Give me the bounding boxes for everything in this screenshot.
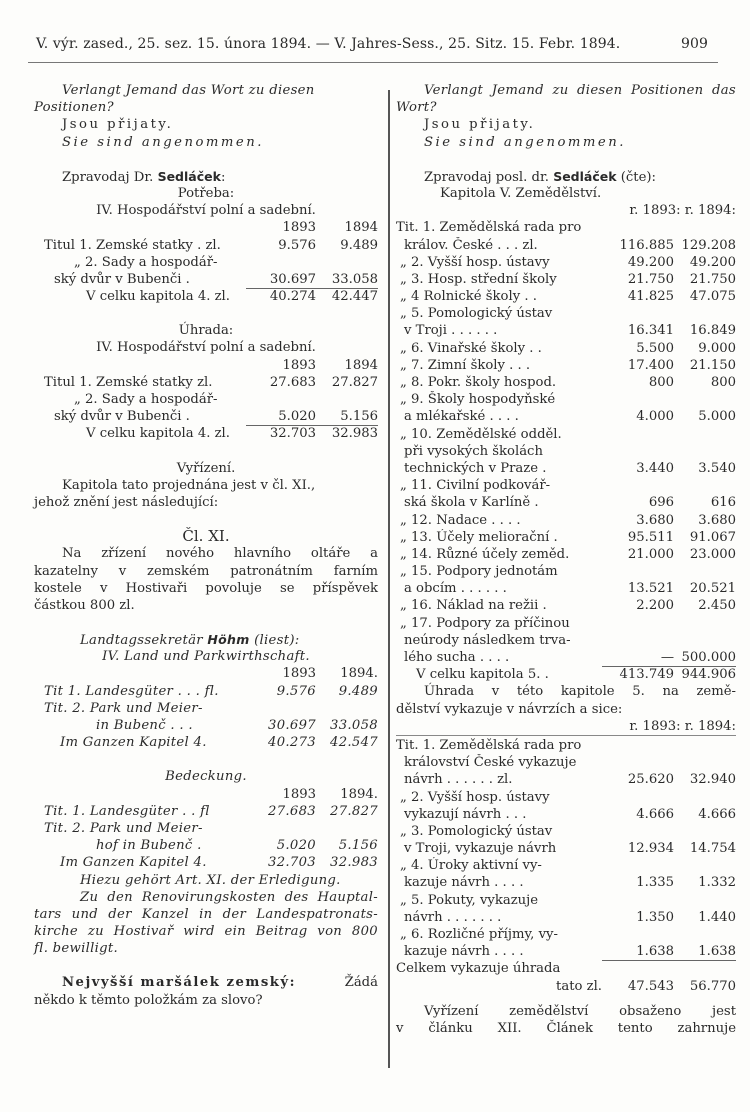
left-column: [34, 82, 378, 1009]
table-row: [396, 512, 736, 529]
value-1893: [604, 737, 674, 754]
table-row: [396, 874, 736, 891]
table-row: [396, 374, 736, 391]
row-label: kazuje návrh . . . .: [404, 875, 524, 891]
row-label: kazuje návrh . . . .: [404, 944, 524, 960]
secretary-line: Landtagssekretär Höhm (liest):: [80, 632, 300, 649]
value-1893: [604, 754, 674, 771]
value-1894: 32.940: [689, 772, 736, 788]
row-label: „ 5. Pokuty, vykazuje: [400, 892, 539, 908]
total-row: V celku kapitola 4. zl. 32.703 32.983: [34, 425, 378, 442]
table-row: hof in Bubenč . 5.020 5.156: [96, 838, 378, 854]
value-1893: [604, 443, 674, 460]
de-note: Hiezu gehört Art. XI. der Erledigung.: [80, 872, 341, 888]
value-1893: 800: [648, 375, 674, 390]
row-label: technických v Praze .: [404, 460, 547, 476]
row-label: „ 5. Pomologický ústav: [400, 306, 553, 322]
value-1893: 4.000: [636, 409, 674, 425]
page-header: [36, 36, 708, 52]
total-row: Im Ganzen Kapitel 4. 40.273 42.547: [60, 735, 378, 751]
value-1894: [674, 892, 736, 909]
value-1893: 49.200: [627, 254, 674, 270]
row-label: v Troji . . . . . .: [404, 323, 498, 339]
value-1893: 2.200: [636, 598, 674, 614]
article-title: Čl. XI.: [182, 527, 230, 546]
table-row: [396, 806, 736, 823]
value-1893: [604, 789, 674, 806]
row-label: království České vykazuje: [404, 755, 577, 771]
row-label: „ 14. Různé účely zeměd.: [400, 546, 570, 562]
row-label: „ 9. Školy hospodyňské: [400, 392, 556, 408]
row-label: „ 10. Zemědělské odděl.: [400, 426, 562, 442]
value-1894: 800: [710, 375, 736, 390]
table-row: Titul 1. Zemské statky . zl. 9.576 9.489: [44, 237, 378, 253]
row-label: návrh . . . . . . zl.: [404, 772, 513, 788]
row-label: lého sucha . . . .: [404, 650, 510, 665]
table-row: [396, 391, 736, 408]
value-1893: [604, 857, 674, 874]
uhrada-total-label: Celkem vykazuje úhrada: [396, 960, 736, 977]
accepted-de: Sie sind angenommen.: [424, 134, 626, 150]
table-row: [396, 857, 736, 874]
header-rule: [28, 62, 718, 63]
table-row: [396, 254, 736, 271]
value-1893: [604, 926, 674, 943]
table-row: [396, 649, 736, 666]
row-label: „ 3. Pomologický ústav: [400, 823, 553, 839]
page-number: 909: [680, 36, 708, 52]
value-1893: 25.620: [627, 772, 674, 788]
table-row: [396, 288, 736, 305]
value-1893: [604, 305, 674, 322]
value-1894: [674, 563, 736, 580]
value-1893: 4.666: [636, 806, 674, 822]
value-1893: 1.350: [636, 909, 674, 925]
table-row: [396, 494, 736, 511]
right-column: [396, 82, 736, 1037]
question-de: Verlangt Jemand zu diesen Positionen das: [424, 83, 736, 98]
table-row: [396, 789, 736, 806]
value-1893: [604, 477, 674, 494]
table-row: [396, 477, 736, 494]
value-1894: [674, 789, 736, 806]
value-1893: 3.440: [636, 460, 674, 476]
row-label: „ 15. Podpory jednotám: [400, 564, 558, 580]
table-row: Tit. 2. Park und Meier-: [44, 700, 203, 716]
marshal-line: Nejvyšší maršálek zemský: Žádá: [62, 975, 378, 991]
row-label: „ 4. Úroky aktivní vy-: [400, 858, 542, 874]
table-row: [396, 219, 736, 236]
de-para-line: Zu den Renovirungskosten des Hauptal-: [80, 889, 378, 905]
value-1894: 14.754: [689, 841, 736, 857]
row-label: návrh . . . . . . .: [404, 909, 502, 925]
table-row: [396, 271, 736, 288]
reporter-name: Sedláček: [157, 168, 221, 184]
accepted-cz: Jsou přijaty.: [62, 117, 174, 133]
value-1893: 116.885: [619, 237, 674, 253]
table-row: [396, 597, 736, 614]
table-row: [396, 322, 736, 339]
uhrada-chapter: IV. Hospodářství polní a sadební.: [96, 340, 316, 356]
value-1894: 16.849: [689, 323, 736, 339]
value-1893: 21.000: [627, 546, 674, 562]
row-label: „ 12. Nadace . . . .: [400, 512, 521, 528]
bedeckung-title: Bedeckung.: [165, 769, 247, 785]
years-label: r. 1893: r. 1894:: [629, 203, 736, 219]
value-1893: 1.335: [636, 875, 674, 891]
value-1893: 21.750: [627, 271, 674, 287]
table-row: [396, 426, 736, 443]
value-1894: [674, 632, 736, 649]
table-row: [396, 340, 736, 357]
table-row: Tit. 1. Landesgüter . . fl 27.683 27.827: [44, 803, 378, 819]
reporter-name: Sedláček: [553, 168, 617, 184]
marshal-speech: někdo k těmto položkám za slovo?: [34, 992, 263, 1008]
row-label: „ 3. Hosp. střední školy: [400, 271, 557, 287]
value-1894: 21.150: [689, 357, 736, 373]
value-1894: 4.666: [698, 806, 736, 822]
value-1894: [674, 857, 736, 874]
value-1893: [604, 426, 674, 443]
uhrada-years: 1893 1894: [282, 357, 378, 373]
reporter-line: Zpravodaj posl. dr. Sedláček (čte):: [424, 168, 656, 185]
row-label: v Troji, vykazuje návrh: [404, 841, 557, 857]
reporter-line: Zpravodaj Dr. Sedláček:: [62, 168, 226, 185]
value-1894: [674, 615, 736, 632]
article-line: kazatelny v zemském patronátním farním: [34, 563, 378, 579]
table-row: „ 2. Sady a hospodář-: [74, 392, 218, 407]
value-1893: [604, 391, 674, 408]
de-years: 1893 1894.: [282, 666, 378, 682]
potreba-title: Potřeba:: [177, 185, 235, 201]
value-1894: [674, 219, 736, 236]
column-divider: [388, 90, 390, 1068]
value-1894: 3.540: [698, 460, 736, 476]
value-1894: 49.200: [689, 254, 736, 270]
table-row: [396, 737, 736, 754]
value-1893: 1.638: [636, 944, 674, 960]
uhrada-intro-cont: dělství vykazuje v návrzích a sice:: [396, 701, 623, 717]
value-1894: [674, 926, 736, 943]
marshal-name: Nejvyšší maršálek zemský:: [62, 975, 296, 991]
value-1893: [604, 632, 674, 649]
value-1894: 2.450: [698, 598, 736, 614]
table-row: [396, 892, 736, 909]
table-row: Tit 1. Landesgüter . . . fl. 9.576 9.489: [44, 683, 378, 699]
row-label: „ 17. Podpory za příčinou: [400, 615, 570, 631]
row-label: ská škola v Karlíně .: [404, 495, 539, 511]
accepted-de: Sie sind angenommen.: [62, 134, 264, 150]
table-row: [396, 357, 736, 374]
value-1894: 91.067: [689, 529, 736, 545]
value-1894: 1.332: [698, 875, 736, 891]
value-1893: 696: [648, 495, 674, 511]
question-de-cont: Wort?: [396, 100, 437, 116]
table-row: [396, 305, 736, 322]
value-1893: 13.521: [627, 581, 674, 597]
uhrada-intro: Úhrada v této kapitole 5. na země-: [424, 684, 736, 700]
value-1894: [674, 737, 736, 754]
row-label: Tit. 1. Zemědělská rada pro: [396, 737, 582, 753]
table-row: [396, 529, 736, 546]
value-1893: [604, 892, 674, 909]
table-row: ský dvůr v Bubenči . 5.020 5.156: [54, 409, 378, 425]
article-line: kostele v Hostivaři povoluje se příspěvek: [34, 580, 378, 596]
table-row: [396, 408, 736, 425]
table-row: „ 2. Sady a hospodář-: [74, 254, 218, 270]
value-1894: 21.750: [689, 271, 736, 287]
vyrizeni-title: Vyřízení.: [176, 460, 236, 476]
value-1893: 17.400: [627, 357, 674, 373]
table-row: [396, 443, 736, 460]
value-1894: [674, 426, 736, 443]
vyrizeni-text-cont: jehož znění jest následující:: [34, 494, 219, 510]
value-1894: 1.440: [698, 909, 736, 925]
row-label: „ 2. Vyšší hosp. ústavy: [400, 254, 550, 270]
row-label: „ 2. Vyšší hosp. ústavy: [400, 789, 550, 805]
potreba-chapter: IV. Hospodářství polní a sadební.: [96, 203, 316, 219]
de-para-line: kirche zu Hostivař wird ein Beitrag von 800: [34, 924, 378, 940]
row-label: „ 16. Náklad na režii .: [400, 598, 547, 614]
value-1893: —: [660, 650, 674, 665]
row-label: „ 6. Rozličné příjmy, vy-: [400, 927, 558, 942]
value-1894: 616: [710, 495, 736, 511]
value-1893: [604, 219, 674, 236]
value-1894: 5.000: [698, 409, 736, 425]
row-label: Tit. 1. Zemědělská rada pro: [396, 220, 582, 236]
value-1894: 500.000: [681, 650, 736, 665]
row-label: „ 6. Vinařské školy . .: [400, 340, 542, 356]
row-label: „ 13. Účely meliorační .: [400, 529, 558, 545]
value-1893: 41.825: [627, 289, 674, 305]
value-1894: [674, 477, 736, 494]
accepted-cz: Jsou přijaty.: [424, 117, 536, 133]
table-row: in Bubenč . . . 30.697 33.058: [96, 718, 378, 733]
value-1894: [674, 443, 736, 460]
row-label: při vysokých školách: [404, 443, 543, 459]
row-label: vykazují návrh . . .: [404, 806, 527, 822]
row-label: neúrody následkem trva-: [404, 632, 571, 648]
table-row: Tit. 2. Park und Meier-: [44, 820, 203, 836]
row-label: „ 4 Rolnické školy . .: [400, 289, 537, 305]
value-1893: [604, 563, 674, 580]
table-row: [396, 754, 736, 771]
de-para-line: tars und der Kanzel in der Landespatronats-: [34, 906, 378, 922]
table-row: [396, 909, 736, 926]
value-1894: [674, 305, 736, 322]
table-row: ský dvůr v Bubenči . 30.697 33.058: [54, 271, 378, 287]
value-1893: 3.680: [636, 512, 674, 528]
header-text: V. výr. zased., 25. sez. 15. února 1894. — V. Jahres-Sess., 25. Sitz. 15. Febr. 1894.: [36, 36, 621, 52]
table-row: [396, 546, 736, 563]
table-row: [396, 460, 736, 477]
article-line: částkou 800 zl.: [34, 597, 135, 613]
value-1894: 20.521: [689, 581, 736, 597]
value-1894: [674, 391, 736, 408]
value-1893: 12.934: [627, 841, 674, 857]
uhrada-years-label: r. 1893: r. 1894:: [629, 718, 736, 734]
total-row: V celku kapitola 4. zl. 40.274 42.447: [34, 288, 378, 305]
table-row: [396, 632, 736, 649]
table-row: [396, 840, 736, 857]
de-chapter: IV. Land und Parkwirthschaft.: [102, 649, 310, 665]
row-label: „ 7. Zimní školy . . .: [400, 357, 531, 373]
bedeckung-years: 1893 1894.: [282, 786, 378, 802]
value-1893: 95.511: [627, 529, 674, 545]
value-1894: [674, 754, 736, 771]
total-row: Im Ganzen Kapitel 4. 32.703 32.983: [60, 855, 378, 871]
table-row: [396, 615, 736, 632]
value-1893: 16.341: [627, 323, 674, 339]
secretary-name: Höhm: [207, 632, 250, 648]
total-row: V celku kapitola 5. . 413.749 944.906: [396, 666, 736, 683]
vyrizeni-text: Kapitola tato projednána jest v čl. XI.,: [62, 477, 316, 493]
row-label: a obcím . . . . . .: [404, 581, 507, 597]
value-1893: [604, 615, 674, 632]
table-row: [396, 237, 736, 254]
uhrada-title: Úhrada:: [178, 323, 234, 339]
uhrada-total-row: tato zl. 47.543 56.770: [556, 978, 736, 994]
table-row: [396, 580, 736, 597]
row-label: „ 11. Civilní podkovář-: [400, 478, 551, 494]
row-label: a mlékařské . . . .: [404, 409, 519, 425]
value-1894: 129.208: [681, 237, 736, 253]
table-row: [396, 563, 736, 580]
potreba-years: 1893 1894: [282, 220, 378, 236]
value-1894: 1.638: [698, 944, 736, 960]
closing-text: Vyřízení zemědělství obsaženo jest: [424, 1003, 736, 1019]
de-para-line: fl. bewilligt.: [34, 941, 119, 957]
value-1893: [604, 823, 674, 840]
chapter-title: Kapitola V. Zemědělství.: [440, 185, 602, 201]
article-line: Na zřízení nového hlavního oltáře a: [62, 546, 378, 562]
table-row: [396, 823, 736, 840]
closing-text-cont: v článku XII. Článek tento zahrnuje: [396, 1020, 736, 1036]
question-de-cont: Positionen?: [34, 100, 114, 116]
table-row: Titul 1. Zemské statky zl. 27.683 27.827: [44, 374, 378, 390]
value-1894: 47.075: [689, 289, 736, 305]
value-1894: 23.000: [689, 546, 736, 562]
value-1894: 9.000: [698, 340, 736, 356]
table-row: [396, 943, 736, 960]
question-de: Verlangt Jemand das Wort zu diesen: [62, 83, 315, 98]
value-1894: [674, 823, 736, 840]
value-1894: 3.680: [698, 512, 736, 528]
table-row: [396, 926, 736, 943]
row-label: „ 8. Pokr. školy hospod.: [400, 375, 557, 390]
row-label: králov. České . . . zl.: [404, 237, 538, 253]
value-1893: 5.500: [636, 340, 674, 356]
table-row: [396, 771, 736, 788]
